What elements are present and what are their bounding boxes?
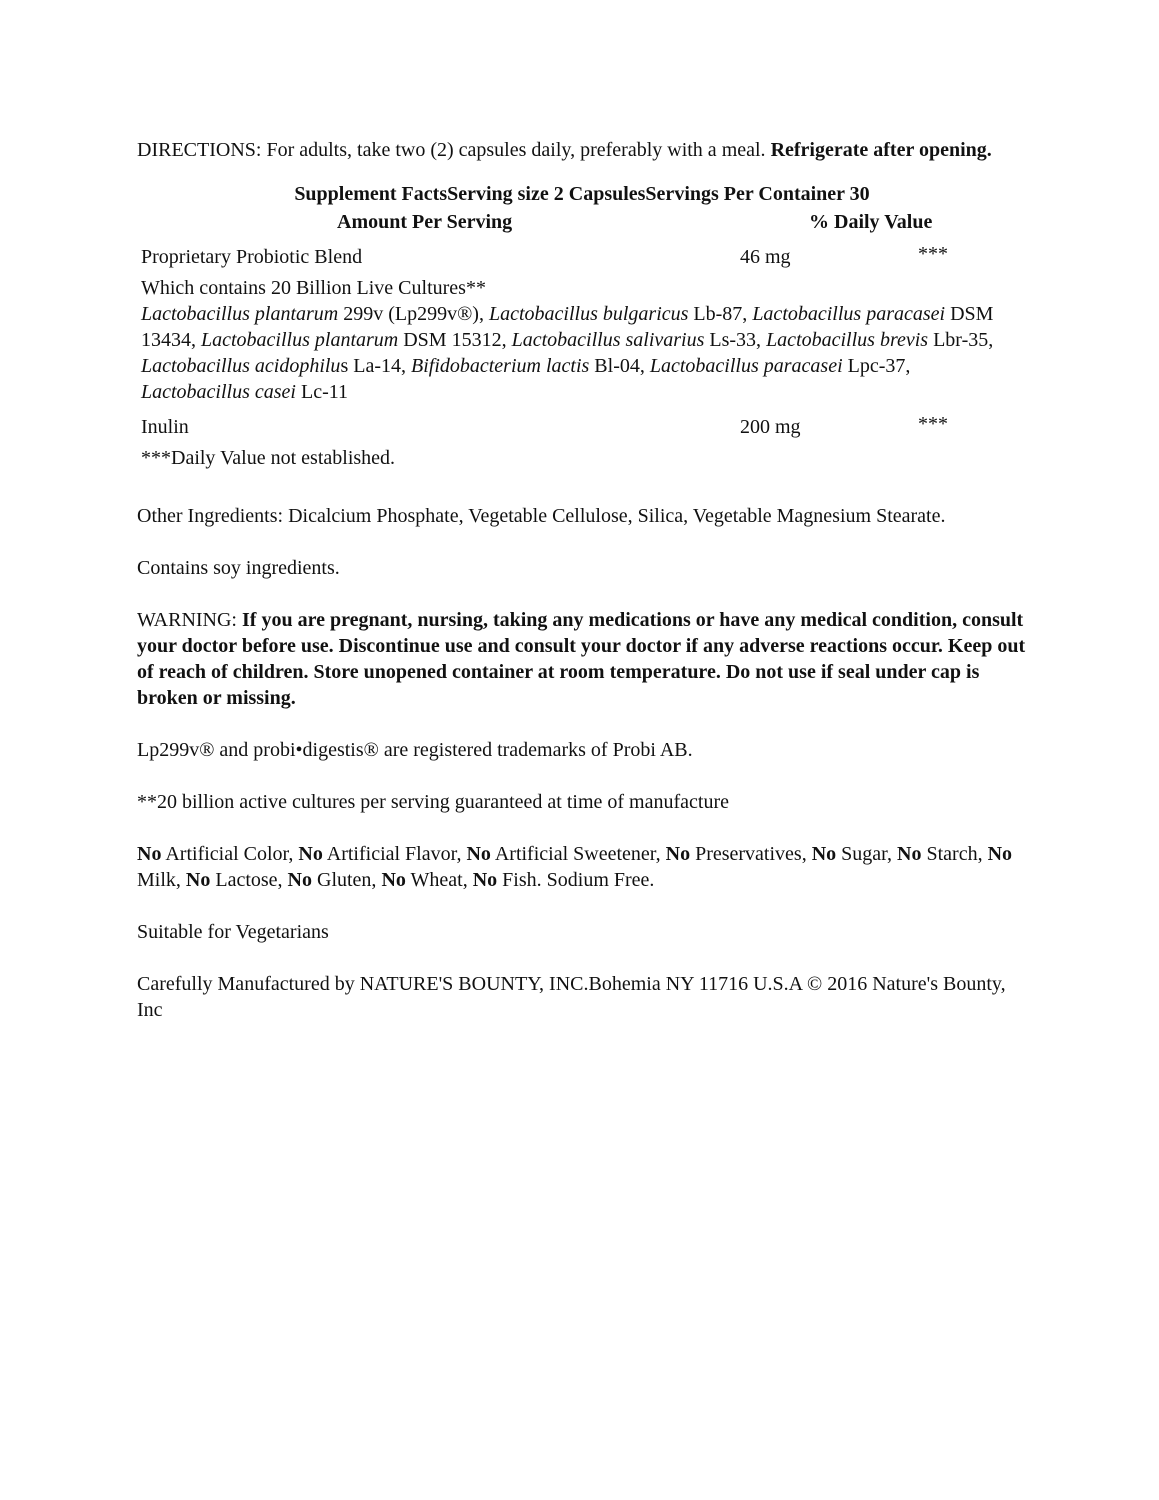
strain-code: DSM 15312, <box>398 329 512 351</box>
no-label: No <box>472 869 498 891</box>
strain-code: Lb-87, <box>688 303 753 325</box>
strain-code: Bl-04, <box>589 355 650 377</box>
warning-text: If you are pregnant, nursing, taking any medications or have any medical condition, consult your doctor before use. Discontinue use and consult your doctor if any adverse reactions occur. Keep out of reach of children. Store unopened container at room temperature. Do not use if seal under cap is broken or missing. <box>137 609 1026 709</box>
free-from-list <box>137 841 1027 893</box>
strain-name: Lactobacillus salivarius <box>511 329 705 351</box>
facts-header-row <box>137 209 1027 241</box>
free-from-item: Sugar, <box>836 843 898 865</box>
strain-list <box>137 301 1011 405</box>
strain-name: Bifidobacterium lactis <box>410 355 590 377</box>
no-label: No <box>897 843 922 865</box>
strain-name: Lactobacillus paracasei <box>752 303 946 325</box>
supplement-facts-title: Supplement FactsServing size 2 CapsulesServings Per Container 30 <box>294 183 870 205</box>
ingredient-name: Inulin <box>141 416 189 438</box>
no-label: No <box>466 843 491 865</box>
free-from-item: Preservatives, <box>690 843 812 865</box>
free-from-item: Wheat, <box>405 869 473 891</box>
supplement-facts-table <box>137 209 1027 471</box>
label-document <box>137 137 1027 1049</box>
free-from-item: Fish. Sodium Free. <box>497 869 655 891</box>
ingredient-name: Proprietary Probiotic Blend <box>141 246 363 268</box>
facts-row-inulin <box>137 411 1027 443</box>
strain-name: Lactobacillus paracasei <box>649 355 843 377</box>
strain-name: Lactobacillus casei <box>141 381 296 403</box>
strain-code: Lpc-37, <box>842 355 911 377</box>
no-label: No <box>185 869 211 891</box>
no-label: No <box>665 843 691 865</box>
directions-refrigerate: Refrigerate after opening. <box>770 139 992 161</box>
amount-per-serving-header: Amount Per Serving <box>337 211 513 233</box>
free-from-item: Lactose, <box>210 869 288 891</box>
ingredient-daily-value: *** <box>918 413 948 435</box>
free-from-item: Artificial Color, <box>161 843 299 865</box>
strain-code: Ls-33, <box>704 329 767 351</box>
free-from-item: Artificial Sweetener, <box>490 843 666 865</box>
free-from-item: Milk, <box>137 869 186 891</box>
ingredient-daily-value: *** <box>918 243 948 265</box>
ingredient-amount: 46 mg <box>740 246 791 268</box>
ingredient-amount: 200 mg <box>740 416 801 438</box>
soy-notice: Contains soy ingredients. <box>137 557 340 579</box>
warning-label: WARNING: <box>137 609 242 631</box>
no-label: No <box>298 843 323 865</box>
warning-paragraph <box>137 607 1027 711</box>
manufacturer-info: Carefully Manufactured by NATURE'S BOUNTY, INC.Bohemia NY 11716 U.S.A © 2016 Nature's Bounty, Inc <box>137 973 1006 1021</box>
no-label: No <box>987 843 1013 865</box>
cultures-guarantee: **20 billion active cultures per serving guaranteed at time of manufacture <box>137 791 730 813</box>
free-from-item: Gluten, <box>312 869 382 891</box>
no-label: No <box>287 869 312 891</box>
daily-value-header: % Daily Value <box>809 211 933 233</box>
directions-text: For adults, take two (2) capsules daily, preferably with a meal. <box>261 139 771 161</box>
strain-code: 299v (Lp299v®), <box>338 303 489 325</box>
no-label: No <box>811 843 837 865</box>
free-from-item: Artificial Flavor, <box>322 843 467 865</box>
directions-label: DIRECTIONS: <box>137 139 262 161</box>
strain-code: s La-14, <box>340 355 411 377</box>
other-ingredients: Other Ingredients: Dicalcium Phosphate, Vegetable Cellulose, Silica, Vegetable Magnesium Stearate. <box>137 505 946 527</box>
free-from-item: Starch, <box>921 843 988 865</box>
strain-code: Lc-11 <box>295 381 348 403</box>
strain-code: Lbr-35, <box>928 329 994 351</box>
facts-row-probiotic-blend <box>137 241 1027 273</box>
no-label: No <box>137 843 162 865</box>
strain-name: Lactobacillus acidophilu <box>141 355 341 377</box>
vegetarian-notice: Suitable for Vegetarians <box>137 921 329 943</box>
no-label: No <box>381 869 406 891</box>
trademarks-notice: Lp299v® and probi•digestis® are registered trademarks of Probi AB. <box>137 739 693 761</box>
strain-name: Lactobacillus plantarum <box>141 303 339 325</box>
strain-code: DSM 13434, <box>141 303 994 351</box>
strain-name: Lactobacillus brevis <box>766 329 929 351</box>
cultures-count: Which contains 20 Billion Live Cultures** <box>141 277 486 299</box>
directions-paragraph <box>137 137 1027 163</box>
strain-name: Lactobacillus plantarum <box>201 329 399 351</box>
daily-value-note: ***Daily Value not established. <box>141 447 396 469</box>
strain-name: Lactobacillus bulgaricus <box>488 303 689 325</box>
